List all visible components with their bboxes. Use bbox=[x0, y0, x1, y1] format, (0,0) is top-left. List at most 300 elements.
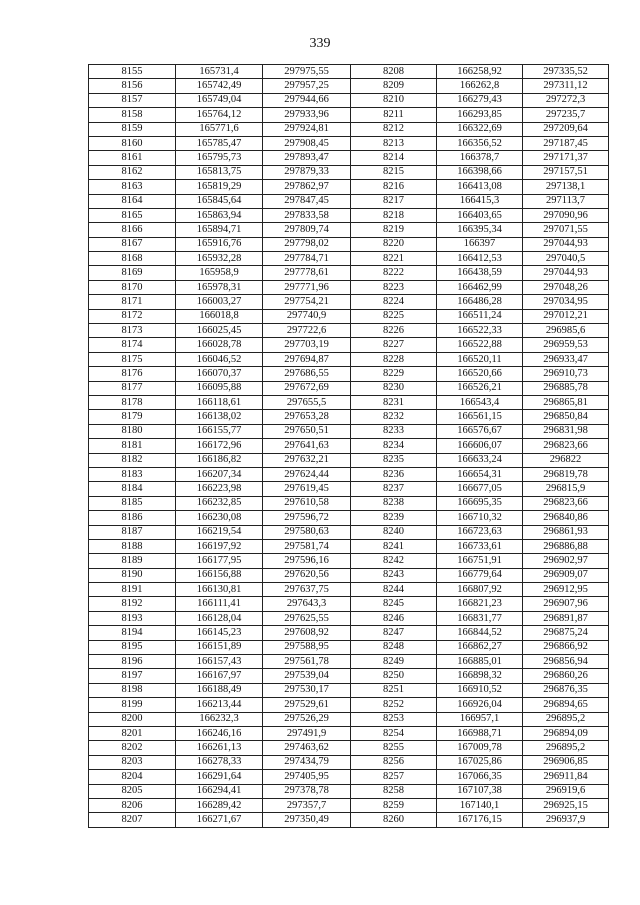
table-cell: 8244 bbox=[351, 583, 437, 597]
table-cell: 297653,28 bbox=[263, 410, 351, 424]
table-cell: 297908,45 bbox=[263, 136, 351, 150]
table-cell: 8229 bbox=[351, 367, 437, 381]
table-cell: 8167 bbox=[89, 237, 176, 251]
table-cell: 165894,71 bbox=[176, 223, 263, 237]
table-cell: 296895,2 bbox=[523, 741, 609, 755]
table-cell: 8253 bbox=[351, 712, 437, 726]
table-cell: 8190 bbox=[89, 568, 176, 582]
table-cell: 166862,27 bbox=[437, 640, 523, 654]
table-cell: 8222 bbox=[351, 266, 437, 280]
table-cell: 166289,42 bbox=[176, 798, 263, 812]
table-cell: 166398,66 bbox=[437, 165, 523, 179]
table-cell: 296909,07 bbox=[523, 568, 609, 582]
table-cell: 166155,77 bbox=[176, 424, 263, 438]
table-cell: 167066,35 bbox=[437, 770, 523, 784]
table-cell: 297044,93 bbox=[523, 237, 609, 251]
table-cell: 166576,67 bbox=[437, 424, 523, 438]
table-cell: 166403,65 bbox=[437, 208, 523, 222]
table-cell: 8199 bbox=[89, 698, 176, 712]
table-cell: 166219,54 bbox=[176, 525, 263, 539]
table-cell: 8191 bbox=[89, 583, 176, 597]
table-row bbox=[89, 698, 609, 712]
table-cell: 8251 bbox=[351, 683, 437, 697]
table-cell: 296831,98 bbox=[523, 424, 609, 438]
table-cell: 165958,9 bbox=[176, 266, 263, 280]
table-cell: 8214 bbox=[351, 151, 437, 165]
table-cell: 166957,1 bbox=[437, 712, 523, 726]
table-cell: 296894,65 bbox=[523, 698, 609, 712]
table-cell: 8212 bbox=[351, 122, 437, 136]
table-cell: 297561,78 bbox=[263, 655, 351, 669]
table-cell: 166278,33 bbox=[176, 755, 263, 769]
table-cell: 8171 bbox=[89, 295, 176, 309]
table-row bbox=[89, 726, 609, 740]
table-row bbox=[89, 410, 609, 424]
table-cell: 297463,62 bbox=[263, 741, 351, 755]
table-cell: 297405,95 bbox=[263, 770, 351, 784]
table-cell: 297632,21 bbox=[263, 453, 351, 467]
table-row bbox=[89, 338, 609, 352]
table-cell: 297012,21 bbox=[523, 309, 609, 323]
table-row bbox=[89, 741, 609, 755]
table-cell: 8173 bbox=[89, 324, 176, 338]
table-row bbox=[89, 511, 609, 525]
table-cell: 296959,53 bbox=[523, 338, 609, 352]
table-cell: 8221 bbox=[351, 252, 437, 266]
table-cell: 8225 bbox=[351, 309, 437, 323]
table-row bbox=[89, 640, 609, 654]
table-cell: 166294,41 bbox=[176, 784, 263, 798]
table-cell: 296815,9 bbox=[523, 482, 609, 496]
table-cell: 8186 bbox=[89, 511, 176, 525]
table-cell: 165845,64 bbox=[176, 194, 263, 208]
table-cell: 165819,29 bbox=[176, 180, 263, 194]
table-cell: 296919,6 bbox=[523, 784, 609, 798]
table-cell: 8188 bbox=[89, 539, 176, 553]
table-cell: 166356,52 bbox=[437, 136, 523, 150]
table-row bbox=[89, 583, 609, 597]
table-cell: 296902,97 bbox=[523, 554, 609, 568]
table-cell: 166695,35 bbox=[437, 496, 523, 510]
table-row bbox=[89, 237, 609, 251]
table-cell: 297686,55 bbox=[263, 367, 351, 381]
table-cell: 8201 bbox=[89, 726, 176, 740]
table-cell: 165742,49 bbox=[176, 79, 263, 93]
table-cell: 8155 bbox=[89, 65, 176, 79]
table-cell: 8240 bbox=[351, 525, 437, 539]
table-row bbox=[89, 93, 609, 107]
table-cell: 8243 bbox=[351, 568, 437, 582]
table-cell: 166028,78 bbox=[176, 338, 263, 352]
table-cell: 8226 bbox=[351, 324, 437, 338]
table-cell: 297847,45 bbox=[263, 194, 351, 208]
table-cell: 8242 bbox=[351, 554, 437, 568]
table-cell: 8224 bbox=[351, 295, 437, 309]
table-cell: 167025,86 bbox=[437, 755, 523, 769]
table-cell: 8258 bbox=[351, 784, 437, 798]
table-cell: 296875,24 bbox=[523, 626, 609, 640]
table-cell: 297034,95 bbox=[523, 295, 609, 309]
table-row bbox=[89, 770, 609, 784]
table-row bbox=[89, 280, 609, 294]
table-cell: 166291,64 bbox=[176, 770, 263, 784]
table-cell: 166322,69 bbox=[437, 122, 523, 136]
table-cell: 8203 bbox=[89, 755, 176, 769]
table-cell: 166543,4 bbox=[437, 395, 523, 409]
table-cell: 296925,15 bbox=[523, 798, 609, 812]
table-cell: 166261,13 bbox=[176, 741, 263, 755]
table-cell: 166412,53 bbox=[437, 252, 523, 266]
table-cell: 166070,37 bbox=[176, 367, 263, 381]
table-cell: 166378,7 bbox=[437, 151, 523, 165]
table-cell: 8180 bbox=[89, 424, 176, 438]
table-row bbox=[89, 165, 609, 179]
table-row bbox=[89, 324, 609, 338]
table-cell: 296866,92 bbox=[523, 640, 609, 654]
table-cell: 297833,58 bbox=[263, 208, 351, 222]
table-cell: 8164 bbox=[89, 194, 176, 208]
table-cell: 166633,24 bbox=[437, 453, 523, 467]
table-row bbox=[89, 65, 609, 79]
table-cell: 166395,34 bbox=[437, 223, 523, 237]
table-cell: 167009,78 bbox=[437, 741, 523, 755]
table-cell: 8209 bbox=[351, 79, 437, 93]
table-cell: 297893,47 bbox=[263, 151, 351, 165]
table-cell: 297157,51 bbox=[523, 165, 609, 179]
table-cell: 166462,99 bbox=[437, 280, 523, 294]
table-cell: 297809,74 bbox=[263, 223, 351, 237]
table-cell: 297625,55 bbox=[263, 611, 351, 625]
table-row bbox=[89, 381, 609, 395]
table-cell: 8227 bbox=[351, 338, 437, 352]
table-cell: 166723,63 bbox=[437, 525, 523, 539]
table-row bbox=[89, 252, 609, 266]
table-cell: 8254 bbox=[351, 726, 437, 740]
table-cell: 166279,43 bbox=[437, 93, 523, 107]
table-cell: 8179 bbox=[89, 410, 176, 424]
table-cell: 8195 bbox=[89, 640, 176, 654]
table-cell: 297350,49 bbox=[263, 813, 351, 827]
table-cell: 166223,98 bbox=[176, 482, 263, 496]
table-cell: 8194 bbox=[89, 626, 176, 640]
table-cell: 297944,66 bbox=[263, 93, 351, 107]
table-row bbox=[89, 79, 609, 93]
table-cell: 296823,66 bbox=[523, 496, 609, 510]
table-cell: 8247 bbox=[351, 626, 437, 640]
table-cell: 167107,38 bbox=[437, 784, 523, 798]
table-cell: 296856,94 bbox=[523, 655, 609, 669]
table-cell: 8166 bbox=[89, 223, 176, 237]
table-cell: 8246 bbox=[351, 611, 437, 625]
table-cell: 297694,87 bbox=[263, 352, 351, 366]
table-row bbox=[89, 525, 609, 539]
table-cell: 297650,51 bbox=[263, 424, 351, 438]
table-cell: 297643,3 bbox=[263, 597, 351, 611]
table-cell: 167140,1 bbox=[437, 798, 523, 812]
table-cell: 8198 bbox=[89, 683, 176, 697]
table-cell: 296906,85 bbox=[523, 755, 609, 769]
table-row bbox=[89, 597, 609, 611]
table-cell: 296886,88 bbox=[523, 539, 609, 553]
table-cell: 8185 bbox=[89, 496, 176, 510]
table-cell: 297672,69 bbox=[263, 381, 351, 395]
table-cell: 8234 bbox=[351, 439, 437, 453]
table-cell: 296850,84 bbox=[523, 410, 609, 424]
table-row bbox=[89, 539, 609, 553]
table-row bbox=[89, 568, 609, 582]
table-cell: 8197 bbox=[89, 669, 176, 683]
table-cell: 297272,3 bbox=[523, 93, 609, 107]
table-cell: 166138,02 bbox=[176, 410, 263, 424]
table-cell: 166654,31 bbox=[437, 467, 523, 481]
table-cell: 166831,77 bbox=[437, 611, 523, 625]
table-cell: 8172 bbox=[89, 309, 176, 323]
table-cell: 8178 bbox=[89, 395, 176, 409]
table-cell: 297620,56 bbox=[263, 568, 351, 582]
table-cell: 166779,64 bbox=[437, 568, 523, 582]
table-cell: 166926,04 bbox=[437, 698, 523, 712]
table-cell: 165731,4 bbox=[176, 65, 263, 79]
table-cell: 8241 bbox=[351, 539, 437, 553]
table-cell: 297608,92 bbox=[263, 626, 351, 640]
table-cell: 8175 bbox=[89, 352, 176, 366]
table-cell: 8192 bbox=[89, 597, 176, 611]
table-cell: 8228 bbox=[351, 352, 437, 366]
table-cell: 8211 bbox=[351, 108, 437, 122]
table-cell: 296911,84 bbox=[523, 770, 609, 784]
table-cell: 166522,88 bbox=[437, 338, 523, 352]
table-cell: 166438,59 bbox=[437, 266, 523, 280]
table-cell: 166606,07 bbox=[437, 439, 523, 453]
table-cell: 297209,64 bbox=[523, 122, 609, 136]
table-cell: 297580,63 bbox=[263, 525, 351, 539]
table-cell: 8196 bbox=[89, 655, 176, 669]
table-cell: 8218 bbox=[351, 208, 437, 222]
table-cell: 8170 bbox=[89, 280, 176, 294]
table-row bbox=[89, 108, 609, 122]
table-cell: 166258,92 bbox=[437, 65, 523, 79]
table-cell: 166733,61 bbox=[437, 539, 523, 553]
table-cell: 166262,8 bbox=[437, 79, 523, 93]
table-cell: 8183 bbox=[89, 467, 176, 481]
table-cell: 166177,95 bbox=[176, 554, 263, 568]
table-cell: 8249 bbox=[351, 655, 437, 669]
table-cell: 8187 bbox=[89, 525, 176, 539]
table-cell: 8165 bbox=[89, 208, 176, 222]
table-row bbox=[89, 309, 609, 323]
table-cell: 166003,27 bbox=[176, 295, 263, 309]
table-cell: 166046,52 bbox=[176, 352, 263, 366]
table-cell: 8255 bbox=[351, 741, 437, 755]
table-cell: 166520,66 bbox=[437, 367, 523, 381]
table-cell: 296937,9 bbox=[523, 813, 609, 827]
table-cell: 166095,88 bbox=[176, 381, 263, 395]
table-cell: 296819,78 bbox=[523, 467, 609, 481]
table-cell: 8163 bbox=[89, 180, 176, 194]
table-cell: 8215 bbox=[351, 165, 437, 179]
table-cell: 166018,8 bbox=[176, 309, 263, 323]
table-cell: 296910,73 bbox=[523, 367, 609, 381]
table-cell: 8232 bbox=[351, 410, 437, 424]
table-cell: 166486,28 bbox=[437, 295, 523, 309]
table-cell: 8156 bbox=[89, 79, 176, 93]
table-cell: 166172,96 bbox=[176, 439, 263, 453]
table-cell: 166522,33 bbox=[437, 324, 523, 338]
table-cell: 166526,21 bbox=[437, 381, 523, 395]
table-row bbox=[89, 194, 609, 208]
table-cell: 165795,73 bbox=[176, 151, 263, 165]
table-cell: 166111,41 bbox=[176, 597, 263, 611]
table-cell: 297235,7 bbox=[523, 108, 609, 122]
table-cell: 297588,95 bbox=[263, 640, 351, 654]
table-cell: 297975,55 bbox=[263, 65, 351, 79]
table-row bbox=[89, 180, 609, 194]
table-cell: 8168 bbox=[89, 252, 176, 266]
table-cell: 297862,97 bbox=[263, 180, 351, 194]
table-cell: 296912,95 bbox=[523, 583, 609, 597]
table-cell: 8202 bbox=[89, 741, 176, 755]
table-cell: 165771,6 bbox=[176, 122, 263, 136]
table-cell: 296891,87 bbox=[523, 611, 609, 625]
table-cell: 166246,16 bbox=[176, 726, 263, 740]
table-cell: 297529,61 bbox=[263, 698, 351, 712]
table-cell: 8239 bbox=[351, 511, 437, 525]
table-cell: 296885,78 bbox=[523, 381, 609, 395]
table-cell: 8245 bbox=[351, 597, 437, 611]
table-cell: 165785,47 bbox=[176, 136, 263, 150]
table-cell: 297957,25 bbox=[263, 79, 351, 93]
table-cell: 296933,47 bbox=[523, 352, 609, 366]
table-cell: 166751,91 bbox=[437, 554, 523, 568]
table-cell: 297378,78 bbox=[263, 784, 351, 798]
table-cell: 8237 bbox=[351, 482, 437, 496]
table-cell: 166145,23 bbox=[176, 626, 263, 640]
table-cell: 8161 bbox=[89, 151, 176, 165]
table-cell: 297138,1 bbox=[523, 180, 609, 194]
table-row bbox=[89, 626, 609, 640]
table-cell: 8260 bbox=[351, 813, 437, 827]
table-cell: 8257 bbox=[351, 770, 437, 784]
table-row bbox=[89, 439, 609, 453]
table-cell: 8256 bbox=[351, 755, 437, 769]
table-cell: 8181 bbox=[89, 439, 176, 453]
table-cell: 297530,17 bbox=[263, 683, 351, 697]
table-row bbox=[89, 424, 609, 438]
table-row bbox=[89, 136, 609, 150]
table-cell: 166128,04 bbox=[176, 611, 263, 625]
table-cell: 8158 bbox=[89, 108, 176, 122]
table-cell: 166520,11 bbox=[437, 352, 523, 366]
table-cell: 8169 bbox=[89, 266, 176, 280]
table-cell: 165749,04 bbox=[176, 93, 263, 107]
table-cell: 297335,52 bbox=[523, 65, 609, 79]
table-cell: 8223 bbox=[351, 280, 437, 294]
table-row bbox=[89, 266, 609, 280]
table-row bbox=[89, 223, 609, 237]
table-cell: 296822 bbox=[523, 453, 609, 467]
page-number: 339 bbox=[309, 36, 331, 51]
table-row bbox=[89, 784, 609, 798]
table-row bbox=[89, 755, 609, 769]
table-cell: 8162 bbox=[89, 165, 176, 179]
table-cell: 297637,75 bbox=[263, 583, 351, 597]
table-cell: 297434,79 bbox=[263, 755, 351, 769]
table-cell: 297771,96 bbox=[263, 280, 351, 294]
table-cell: 165932,28 bbox=[176, 252, 263, 266]
table-cell: 8193 bbox=[89, 611, 176, 625]
table-cell: 166710,32 bbox=[437, 511, 523, 525]
table-cell: 297357,7 bbox=[263, 798, 351, 812]
table-cell: 296861,93 bbox=[523, 525, 609, 539]
table-cell: 166271,67 bbox=[176, 813, 263, 827]
table-cell: 166397 bbox=[437, 237, 523, 251]
table-cell: 166232,3 bbox=[176, 712, 263, 726]
table-cell: 297044,93 bbox=[523, 266, 609, 280]
table-cell: 165863,94 bbox=[176, 208, 263, 222]
table-cell: 296895,2 bbox=[523, 712, 609, 726]
table-cell: 296985,6 bbox=[523, 324, 609, 338]
table-cell: 166232,85 bbox=[176, 496, 263, 510]
table-cell: 166821,23 bbox=[437, 597, 523, 611]
table-cell: 8157 bbox=[89, 93, 176, 107]
table-row bbox=[89, 151, 609, 165]
table-cell: 166167,97 bbox=[176, 669, 263, 683]
coordinates-table-body bbox=[89, 65, 609, 828]
table-row bbox=[89, 208, 609, 222]
table-cell: 296860,26 bbox=[523, 669, 609, 683]
table-cell: 166025,45 bbox=[176, 324, 263, 338]
table-cell: 8217 bbox=[351, 194, 437, 208]
table-row bbox=[89, 122, 609, 136]
table-cell: 166156,88 bbox=[176, 568, 263, 582]
table-row bbox=[89, 798, 609, 812]
table-row bbox=[89, 395, 609, 409]
table-cell: 8213 bbox=[351, 136, 437, 150]
table-cell: 165813,75 bbox=[176, 165, 263, 179]
table-cell: 166213,44 bbox=[176, 698, 263, 712]
table-cell: 8250 bbox=[351, 669, 437, 683]
table-cell: 8182 bbox=[89, 453, 176, 467]
table-row bbox=[89, 482, 609, 496]
table-cell: 166885,01 bbox=[437, 655, 523, 669]
table-cell: 166157,43 bbox=[176, 655, 263, 669]
table-cell: 8184 bbox=[89, 482, 176, 496]
table-cell: 8176 bbox=[89, 367, 176, 381]
table-cell: 297581,74 bbox=[263, 539, 351, 553]
table-cell: 8177 bbox=[89, 381, 176, 395]
table-row bbox=[89, 295, 609, 309]
table-cell: 8252 bbox=[351, 698, 437, 712]
table-cell: 297596,16 bbox=[263, 554, 351, 568]
table-cell: 297924,81 bbox=[263, 122, 351, 136]
table-cell: 8220 bbox=[351, 237, 437, 251]
table-cell: 297754,21 bbox=[263, 295, 351, 309]
table-cell: 166293,85 bbox=[437, 108, 523, 122]
table-row bbox=[89, 655, 609, 669]
table-cell: 166130,81 bbox=[176, 583, 263, 597]
table-cell: 8231 bbox=[351, 395, 437, 409]
table-cell: 167176,15 bbox=[437, 813, 523, 827]
table-cell: 166413,08 bbox=[437, 180, 523, 194]
table-cell: 8159 bbox=[89, 122, 176, 136]
table-row bbox=[89, 813, 609, 827]
table-cell: 297778,61 bbox=[263, 266, 351, 280]
table-cell: 297722,6 bbox=[263, 324, 351, 338]
table-cell: 297784,71 bbox=[263, 252, 351, 266]
table-cell: 166188,49 bbox=[176, 683, 263, 697]
table-cell: 8219 bbox=[351, 223, 437, 237]
table-cell: 8204 bbox=[89, 770, 176, 784]
